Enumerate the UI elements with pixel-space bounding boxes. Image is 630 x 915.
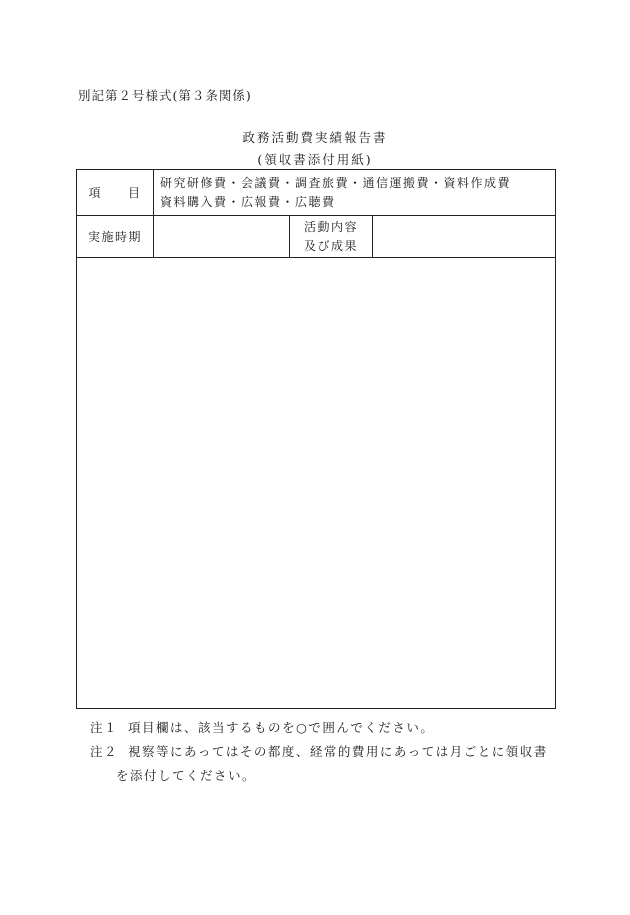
notes <box>90 716 548 788</box>
note-text: 項目欄は、該当するものを○で囲んでください。 <box>128 720 435 735</box>
receipt-attachment-area[interactable] <box>77 258 555 708</box>
period-row <box>77 215 555 258</box>
report-form-table <box>76 169 556 709</box>
items-label-right: 目 <box>128 186 142 200</box>
activity-label-line1: 活動内容 <box>304 220 359 234</box>
note-item <box>90 740 548 764</box>
item-options-line2: 資料購入費・広報費・広聴費 <box>160 195 336 209</box>
activity-label <box>290 215 373 257</box>
items-row <box>77 170 555 216</box>
note-number: 注２ <box>90 744 119 759</box>
note-number: 注１ <box>90 720 119 735</box>
item-options-line1: 研究研修費・会議費・調査旅費・通信運搬費・資料作成費 <box>160 176 512 190</box>
note-item <box>90 716 548 740</box>
form-label: 別記第２号様式(第３条関係) <box>78 88 252 103</box>
item-options[interactable] <box>154 170 555 215</box>
note-text-continuation: を添付してください。 <box>116 768 257 783</box>
page-title: 政務活動費実績報告書 <box>242 130 388 145</box>
activity-label-line2: 及び成果 <box>304 239 359 253</box>
page-subtitle: (領収書添付用紙) <box>257 152 373 167</box>
activity-field[interactable] <box>373 215 555 257</box>
period-label: 実施時期 <box>77 215 154 257</box>
items-label <box>77 170 154 215</box>
items-label-left: 項 <box>88 186 102 200</box>
note-text: 視察等にあってはその都度、経常的費用にあっては月ごとに領収書 <box>128 744 548 759</box>
period-field[interactable] <box>154 215 290 257</box>
